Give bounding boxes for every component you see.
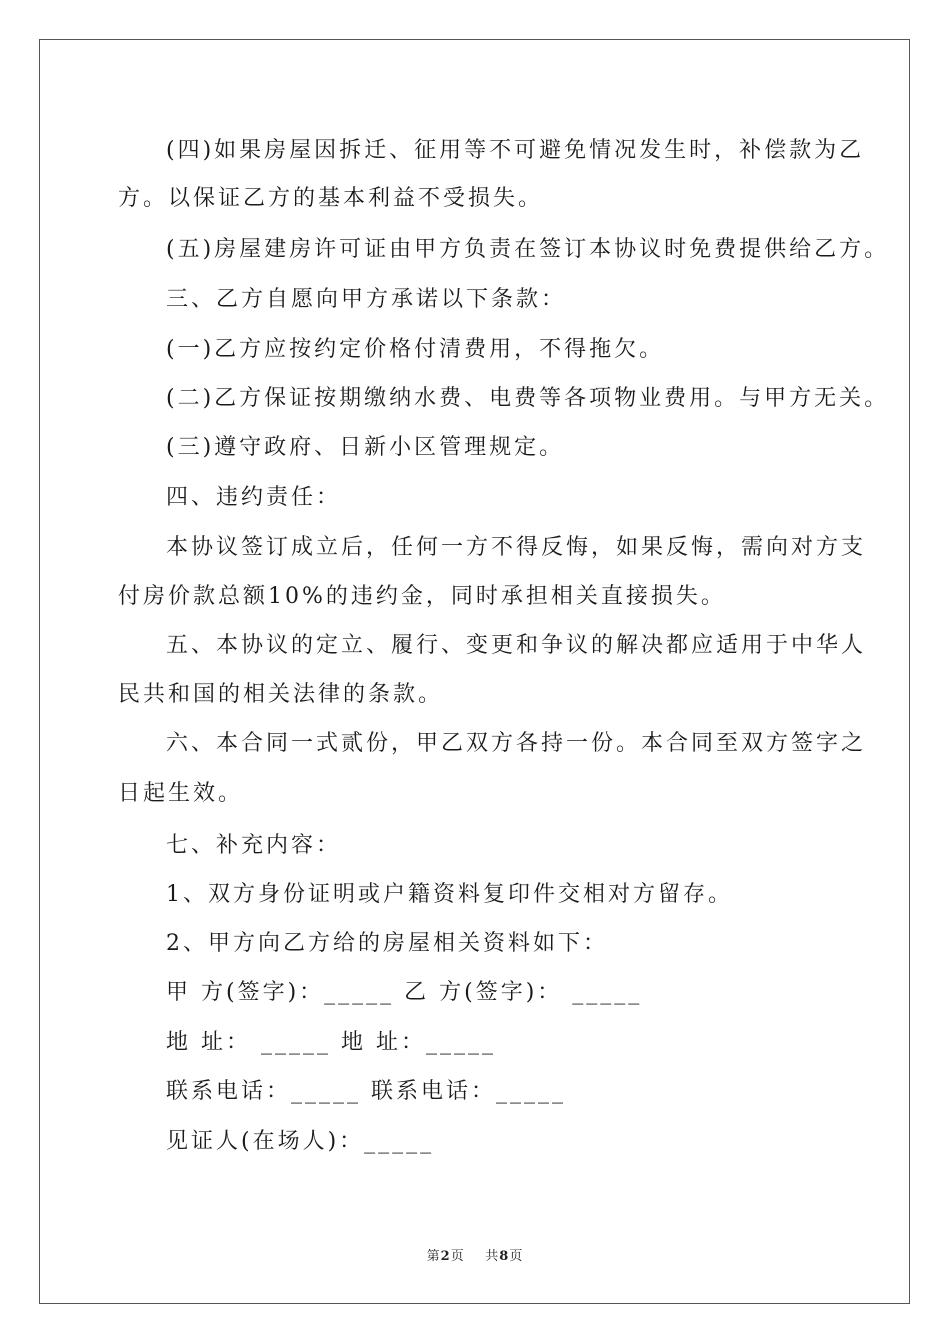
paragraph-line: (三)遵守政府、日新小区管理规定。 — [166, 435, 565, 460]
page-number: 2 — [440, 1249, 451, 1264]
paragraph-line: 2、甲方向乙方给的房屋相关资料如下： — [166, 931, 608, 956]
paragraph-line: (一)乙方应按约定价格付清费用，不得拖欠。 — [166, 337, 665, 362]
paragraph-line: 1、双方身份证明或户籍资料复印件交相对方留存。 — [166, 882, 733, 907]
paragraph-line: (四)如果房屋因拆迁、征用等不可避免情况发生时，补偿款为乙 — [166, 138, 865, 163]
page-footer — [0, 1245, 950, 1264]
paragraph-line: 付房价款总额10%的违约金，同时承担相关直接损失。 — [118, 584, 726, 609]
signature-line-parties: 甲 方(签字)：_____ 乙 方(签字)： _____ — [166, 980, 643, 1005]
signature-line-witness: 见证人(在场人)：_____ — [166, 1129, 435, 1154]
paragraph-line: 民共和国的相关法律的条款。 — [118, 682, 444, 707]
section-heading: 四、违约责任： — [166, 485, 342, 510]
page-suffix: 页 — [450, 1249, 465, 1264]
section-heading: 七、补充内容： — [166, 833, 342, 858]
section-heading: 三、乙方自愿向甲方承诺以下条款： — [166, 287, 567, 312]
total-suffix: 页 — [509, 1249, 524, 1264]
signature-line-phone: 联系电话：_____ 联系电话：_____ — [166, 1079, 566, 1104]
page-prefix: 第 — [426, 1249, 441, 1264]
paragraph-line: 六、本合同一式贰份，甲乙双方各持一份。本合同至双方签字之 — [166, 731, 867, 756]
total-pages: 8 — [499, 1249, 510, 1264]
paragraph-line: 方。以保证乙方的基本利益不受损失。 — [118, 186, 544, 211]
paragraph-line: (五)房屋建房许可证由甲方负责在签订本协议时免费提供给乙方。 — [166, 237, 890, 262]
page-border — [39, 39, 910, 1304]
paragraph-line: (二)乙方保证按期缴纳水费、电费等各项物业费用。与甲方无关。 — [166, 386, 890, 411]
signature-line-address: 地 址： _____ 地 址：_____ — [166, 1030, 496, 1055]
paragraph-line: 五、本协议的定立、履行、变更和争议的解决都应适用于中华人 — [166, 633, 867, 658]
paragraph-line: 日起生效。 — [118, 781, 244, 806]
paragraph-line: 本协议签订成立后，任何一方不得反悔，如果反悔，需向对方支 — [166, 535, 867, 560]
total-prefix: 共 — [485, 1249, 500, 1264]
